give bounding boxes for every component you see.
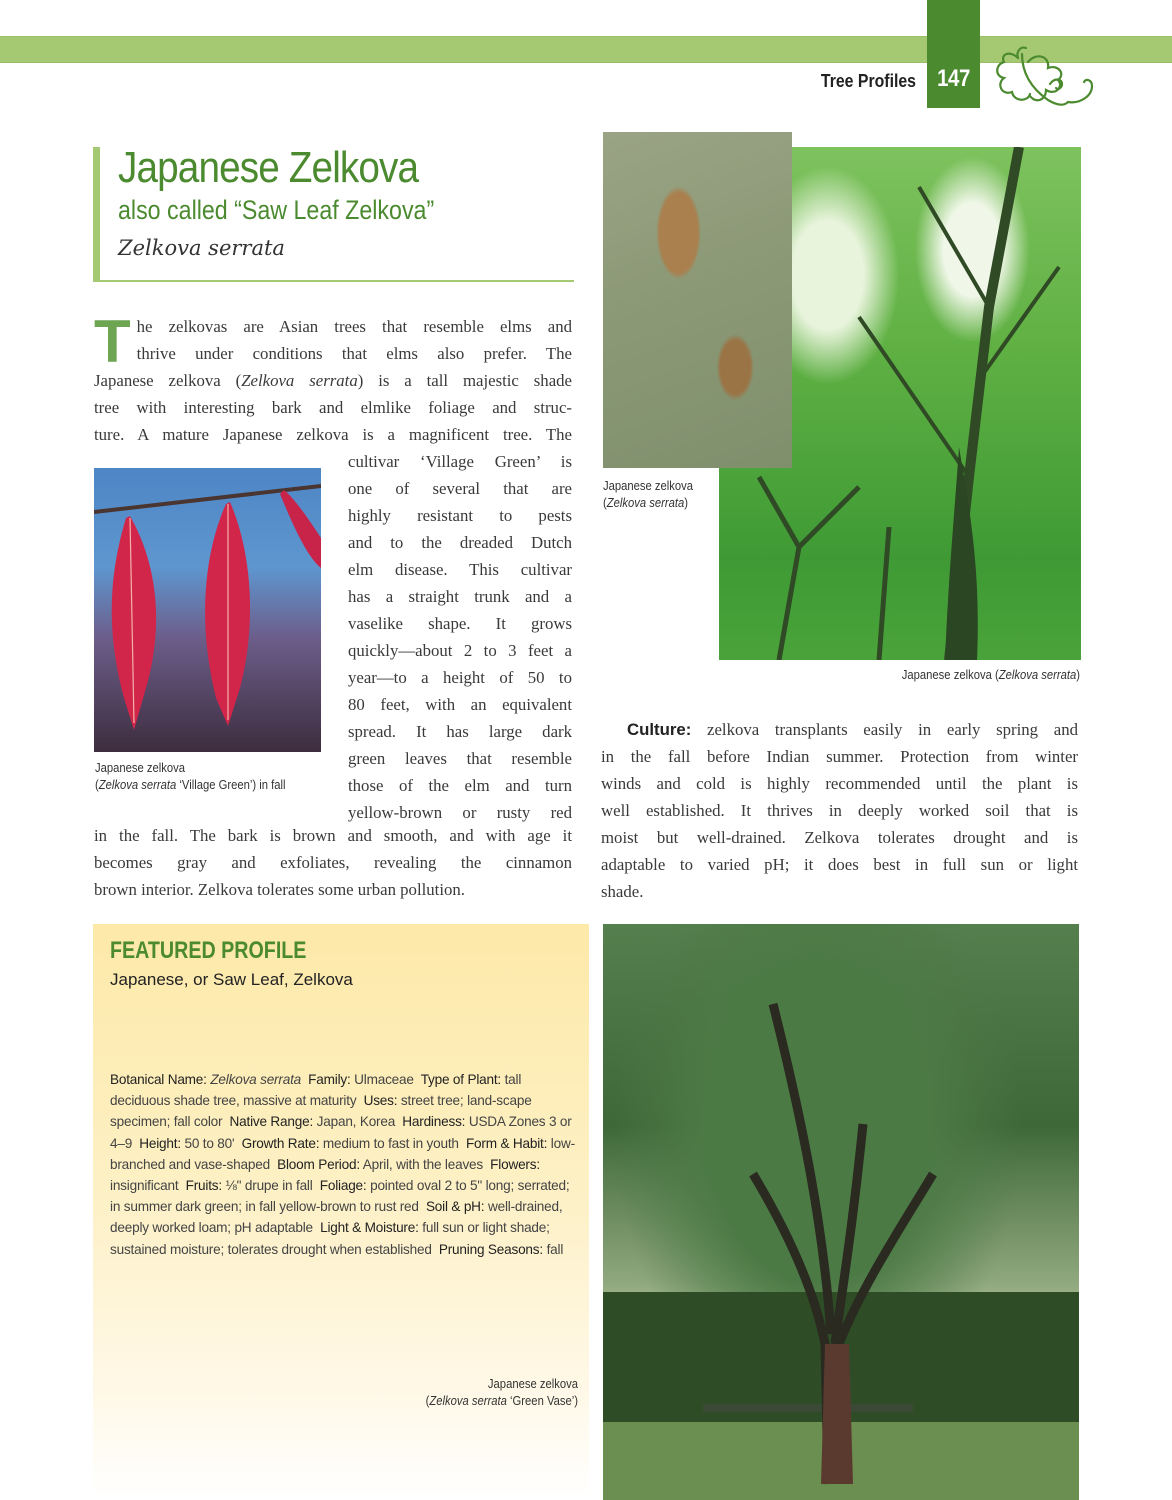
intro-line [94,367,572,394]
field-label: Uses: [363,1093,398,1109]
field-label: Botanical Name: [110,1072,207,1087]
intro-text: ) is a tall majestic shade [357,371,572,390]
culture-line: winds and cold is highly recommended until the plant is [601,774,1078,793]
culture-line: moist but well-drained. Zelkova tolerates drought and is [601,828,1078,847]
field-value: Japan, Korea [316,1114,396,1130]
caption-text: ‘Green Vase’) [506,1394,578,1408]
field-label: Foliage: [319,1178,367,1194]
intro-line: becomes gray and exfoliates, revealing the cinnamon [94,853,572,872]
intro-line: green leaves that resemble [348,749,572,768]
caption-line [603,495,693,512]
photo-green-vase-tree [603,924,1079,1500]
field-value: April, with the leaves [362,1156,484,1172]
intro-line: cultivar ‘Village Green’ is [348,452,572,471]
field-label: Light & Moisture: [320,1220,419,1236]
intro-text: Japanese zelkova ( [94,371,242,390]
intro-line: vaselike shape. It grows [348,614,572,633]
culture-line: in the fall before Indian summer. Protection from winter [601,747,1078,766]
field-label: Height: [139,1135,181,1151]
intro-line: tree with interesting bark and elmlike foliage and struc- [94,398,572,417]
page-subtitle: also called “Saw Leaf Zelkova” [118,195,435,225]
intro-paragraph [94,308,572,448]
field-value: fall [546,1241,564,1257]
caption-italic: Zelkova serrata [98,778,177,792]
intro-line: spread. It has large dark [348,722,572,741]
intro-line: year—to a height of 50 to [348,668,572,687]
page-title: Japanese Zelkova [118,143,419,192]
caption-text: ‘Village Green’) in fall [176,778,286,792]
featured-profile-subheading: Japanese, or Saw Leaf, Zelkova [110,970,353,989]
field-value: well-drained, deeply worked loam; pH adaptable [110,1199,563,1236]
culture-line [601,716,1078,743]
field-label: Family: [308,1072,351,1087]
intro-line: highly resistant to pests [348,506,572,525]
section-title: Tree Profiles [820,71,916,91]
field-label: Native Range: [229,1114,314,1130]
caption-italic: Zelkova serrata [606,496,685,510]
field-label: Pruning Seasons: [438,1241,543,1257]
title-rule [93,280,574,282]
page-number: 147 [937,65,970,92]
featured-profile-fields [110,1069,580,1260]
intro-line: in the fall. The bark is brown and smooth, and with age it [94,826,572,845]
caption-line [355,1393,578,1410]
intro-line: he zelkovas are Asian trees that resemble elms and [136,317,572,336]
culture-line: adaptable to varied pH; it does best in full sun or light [601,855,1078,874]
intro-continuation [94,822,572,903]
field-value: street tree; land-scape specimen; fall color [110,1093,532,1130]
field-value: 50 to 80' [184,1135,235,1151]
field-label: Growth Rate: [241,1135,320,1151]
featured-profile-heading: FEATURED PROFILE [110,937,307,964]
intro-line: thrive under conditions that elms also prefer. The [136,344,572,363]
caption-bark [603,478,693,512]
field-value: Zelkova serrata [210,1072,302,1087]
caption-italic: Zelkova serrata [429,1394,507,1408]
intro-italic: Zelkova serrata [241,371,358,390]
field-label: Flowers: [490,1156,540,1172]
caption-text: ( [95,778,99,792]
culture-line: well established. It thrives in deeply worked soil that is [601,801,1078,820]
field-value: ⅛" drupe in fall [225,1178,313,1194]
caption-text: ( [425,1394,430,1408]
culture-label: Culture: [627,720,692,739]
leaf-flourish-icon [988,40,1098,122]
field-value: low-branched and vase-shaped [110,1135,575,1172]
caption-line [95,777,286,794]
field-label: Fruits: [185,1178,222,1194]
field-value: USDA Zones 3 or 4–9 [110,1114,572,1151]
culture-text: zelkova transplants easily in early spring and [691,720,1078,739]
intro-line: yellow-brown or rusty red [348,803,572,822]
field-value: insignificant [110,1178,179,1194]
caption-italic: Zelkova serrata [998,668,1077,682]
intro-line: those of the elm and turn [348,776,572,795]
intro-line: has a straight trunk and a [348,587,572,606]
field-label: Form & Habit: [465,1135,548,1151]
intro-line: and to the dreaded Dutch [348,533,572,552]
fall-leaves-illustration [94,468,321,752]
title-accent-bar [93,147,100,281]
intro-line: elm disease. This cultivar [348,560,572,579]
green-vase-tree-illustration [603,924,1079,1500]
caption-text: ) [1076,668,1080,682]
field-label: Hardiness: [402,1114,466,1130]
field-label: Bloom Period: [277,1156,360,1172]
caption-text: ( [603,496,607,510]
intro-line: 80 feet, with an equivalent [348,695,572,714]
photo-bark-closeup [603,132,792,468]
intro-column-narrow [348,448,572,826]
field-value: medium to fast in youth [322,1135,459,1151]
intro-line: brown interior. Zelkova tolerates some urban pollution. [94,880,465,899]
field-label: Soil & pH: [425,1199,485,1215]
caption-fall-leaves [95,760,286,794]
caption-text: ) [684,496,689,510]
field-value: pointed oval 2 to 5" long; serrated; in summer dark green; in fall yellow-brown to rust red [110,1178,570,1215]
intro-line: quickly—about 2 to 3 feet a [348,641,572,660]
caption-text: Japanese zelkova ( [901,668,999,682]
drop-cap: T [94,308,131,375]
field-value: Ulmaceae [354,1072,414,1087]
field-value: tall deciduous shade tree, massive at maturity [110,1072,522,1109]
caption-line: Japanese zelkova [603,479,694,493]
photo-fall-leaves [94,468,321,752]
culture-paragraph [601,716,1078,905]
caption-green-vase [355,1376,578,1410]
intro-line: ture. A mature Japanese zelkova is a magnificent tree. The [94,425,572,444]
scientific-name: Zelkova serrata [118,236,285,260]
field-label: Type of Plant: [420,1072,502,1087]
intro-line: one of several that are [348,479,572,498]
caption-line: Japanese zelkova [487,1377,578,1391]
field-value: full sun or light shade; sustained moisture; tolerates drought when established [110,1220,550,1257]
caption-forest [828,667,1080,684]
caption-line: Japanese zelkova [95,761,186,775]
culture-line: shade. [601,882,644,901]
